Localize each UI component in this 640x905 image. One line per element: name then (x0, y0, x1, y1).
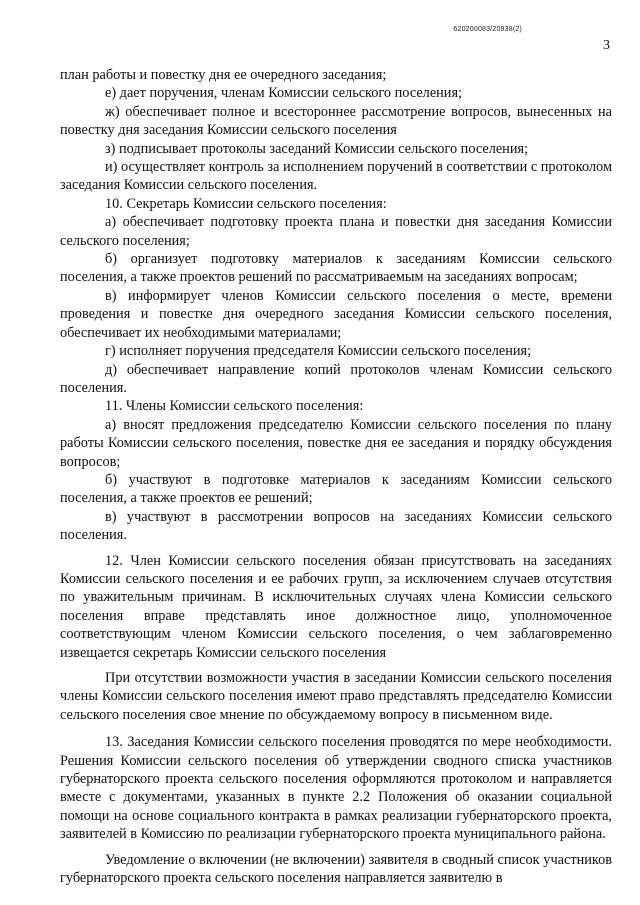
paragraph: и) осуществляет контроль за исполнением поручений в соответствии с протоколом заседания Комиссии сельского поселения. (60, 159, 612, 194)
paragraph: 12. Член Комиссии сельского поселения обязан присутствовать на заседаниях Комиссии сельского поселения и ее рабочих групп, за исключением случаев отсутствия по уважительным причинам. В исключительных случаях члена Комиссии сельского поселения вправе представлять иное должностное лицо, уполномоченное соответствующим членом Комиссии сельского поселения, о чем заблаговременно извещается секретарь Комиссии сельского поселения (60, 552, 612, 661)
document-body (60, 66, 612, 887)
paragraph: д) обеспечивает направление копий протоколов членам Комиссии сельского поселения. (60, 361, 612, 396)
paragraph: 10. Секретарь Комиссии сельского поселения: (105, 195, 387, 212)
paragraph: Уведомление о включении (не включении) заявителя в сводный список участников губернаторского проекта сельского поселения направляется заявителю в (60, 851, 612, 887)
paragraph: г) исполняет поручения председателя Комиссии сельского поселения; (105, 343, 532, 360)
paragraph: При отсутствии возможности участия в заседании Комиссии сельского поселения члены Комиссии сельского поселения имеют право представлять председателю Комиссии сельского поселения свое мнение по обсуждаемому вопросу в письменном виде. (60, 670, 612, 723)
paragraph: 13. Заседания Комиссии сельского поселения проводятся по мере необходимости. Решения Комиссии сельского поселения об утверждении сводного списка участников губернаторского проекта сельского поселения оформляются протоколом и направляется вместе с документами, указанных в пункте 2.2 Положения об оказании социальной помощи на основе социального контракта в рамках реализации губернаторского проекта, заявителей в Комиссию по реализации губернаторского проекта муниципального района. (60, 734, 612, 843)
paragraph: в) участвуют в рассмотрении вопросов на заседаниях Комиссии сельского поселения. (60, 508, 612, 544)
page-number: 3 (603, 38, 610, 53)
paragraph: план работы и повестку дня ее очередного заседания; (60, 67, 387, 83)
paragraph: 11. Члены Комиссии сельского поселения: (105, 398, 364, 415)
paragraph: б) организует подготовку материалов к заседаниям Комиссии сельского поселения, а также проектов решений по рассматриваемым на заседаниях вопросам; (60, 251, 612, 286)
paragraph: з) подписывает протоколы заседаний Комиссии сельского поселения; (105, 140, 529, 157)
paragraph: в) информирует членов Комиссии сельского поселения о месте, времени проведения и повестке дня очередного заседания Комиссии сельского поселения, обеспечивает их необходимыми материалами; (60, 287, 612, 341)
paragraph: а) вносят предложения председателю Комиссии сельского поселения по плану работы Комиссии сельского поселения, повестке дня ее заседания и порядку обсуждения вопросов; (60, 416, 612, 470)
paragraph: е) дает поручения, членам Комиссии сельского поселения; (105, 85, 463, 102)
paragraph: а) обеспечивает подготовку проекта плана и повестки дня заседания Комиссии сельского поселения; (60, 214, 612, 249)
paragraph: ж) обеспечивает полное и всестороннее рассмотрение вопросов, вынесенных на повестку дня заседания Комиссии сельского поселения (60, 103, 612, 139)
document-id: 620200083/20938(2) (453, 26, 522, 33)
paragraph: б) участвуют в подготовке материалов к заседаниям Комиссии сельского поселения, а также проектов ее решений; (60, 471, 612, 507)
